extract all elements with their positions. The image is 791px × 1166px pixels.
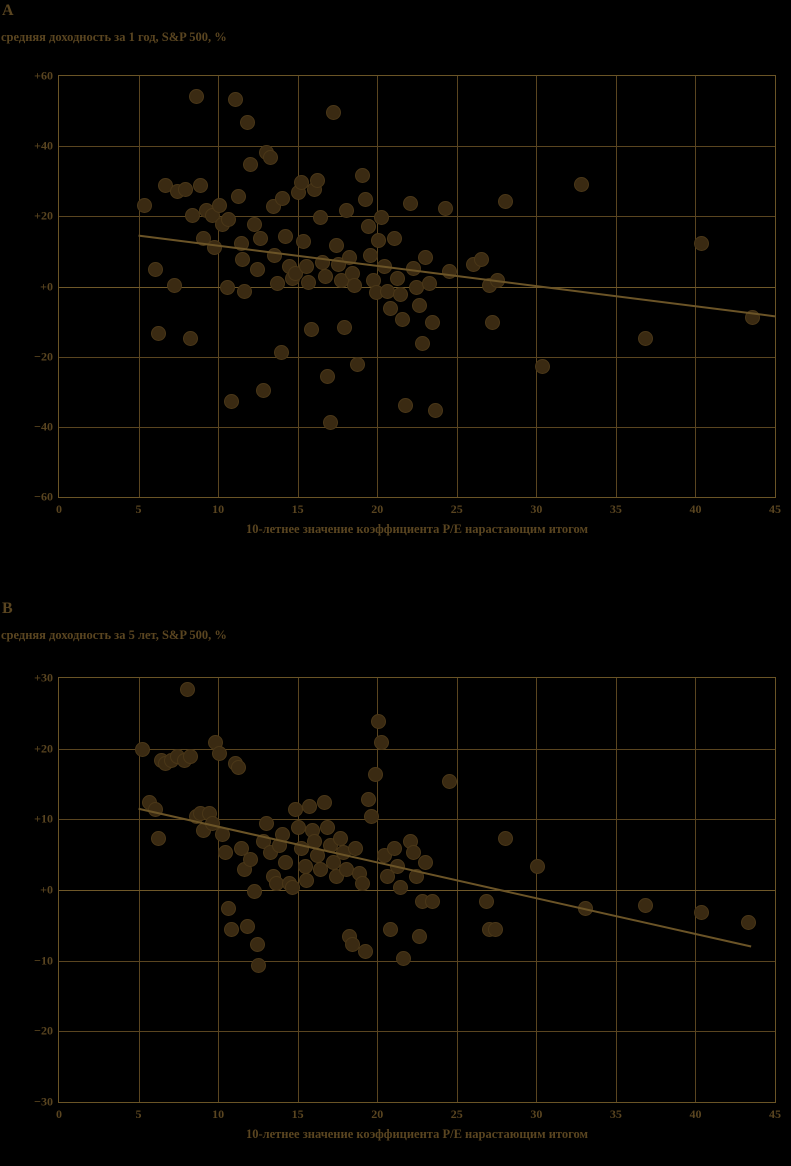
panel-b-xtick-5: 25 bbox=[450, 1107, 463, 1121]
scatter-plot-b bbox=[34, 670, 781, 1121]
panel-b-ytick-6: +30 bbox=[34, 670, 53, 685]
panel-a-ytick-1: −40 bbox=[34, 419, 53, 434]
panel-b-ytick-3: +0 bbox=[40, 882, 53, 897]
panel-b-subtitle: средняя доходность за 5 лет, S&P 500, % bbox=[1, 628, 227, 642]
panel-b-xtick-0: 0 bbox=[56, 1107, 62, 1121]
panel-a-xlabel: 10-летнее значение коэффициента P/E нарастающим итогом bbox=[245, 522, 589, 536]
panel-a-xtick-8: 40 bbox=[689, 502, 702, 516]
panel-a-ytick-0: −60 bbox=[34, 489, 53, 504]
panel-b-xlabel: 10-летнее значение коэффициента P/E нарастающим итогом bbox=[245, 1127, 589, 1141]
panel-a-xtick-4: 20 bbox=[371, 502, 384, 516]
panel-a-xtick-5: 25 bbox=[450, 502, 463, 516]
trendline bbox=[59, 678, 775, 1102]
panel-a-xtick-2: 10 bbox=[212, 502, 225, 516]
panel-b-ytick-1: −20 bbox=[34, 1023, 53, 1038]
panel-a-ytick-3: +0 bbox=[40, 279, 53, 293]
panel-a-ytick-2: −20 bbox=[34, 349, 53, 364]
panel-b-xtick-8: 40 bbox=[689, 1107, 702, 1121]
panel-a-ytick-5: +40 bbox=[34, 138, 53, 153]
chart-panel-b bbox=[0, 595, 791, 1166]
panel-a-xtick-0: 0 bbox=[56, 502, 62, 516]
panel-b-xtick-4: 20 bbox=[371, 1107, 384, 1121]
panel-b-xtick-9: 45 bbox=[769, 1107, 781, 1121]
panel-b-ytick-2: −10 bbox=[34, 953, 53, 968]
panel-b-letter: B bbox=[2, 600, 13, 617]
scatter-plot-a bbox=[34, 68, 781, 516]
panel-a-ytick-4: +20 bbox=[34, 208, 53, 223]
panel-a-xtick-6: 30 bbox=[530, 502, 543, 516]
panel-a-xtick-3: 15 bbox=[291, 502, 304, 516]
panel-b-ytick-5: +20 bbox=[34, 741, 53, 756]
panel-b-xtick-1: 5 bbox=[135, 1107, 142, 1121]
panel-a-subtitle: средняя доходность за 1 год, S&P 500, % bbox=[1, 30, 227, 44]
panel-b-xtick-6: 30 bbox=[530, 1107, 543, 1121]
trendline bbox=[59, 76, 775, 497]
panel-a-xtick-1: 5 bbox=[135, 502, 142, 516]
panel-a-letter: A bbox=[2, 2, 14, 19]
panel-b-xtick-2: 10 bbox=[212, 1107, 225, 1121]
panel-b-ytick-4: +10 bbox=[34, 811, 53, 826]
panel-b-xtick-7: 35 bbox=[609, 1107, 622, 1121]
panel-a-xtick-9: 45 bbox=[769, 502, 781, 516]
panel-b-ytick-0: −30 bbox=[34, 1094, 53, 1109]
panel-b-xtick-3: 15 bbox=[291, 1107, 304, 1121]
panel-a-ytick-6: +60 bbox=[34, 68, 53, 83]
chart-panel-a bbox=[0, 0, 791, 580]
panel-a-xtick-7: 35 bbox=[609, 502, 622, 516]
